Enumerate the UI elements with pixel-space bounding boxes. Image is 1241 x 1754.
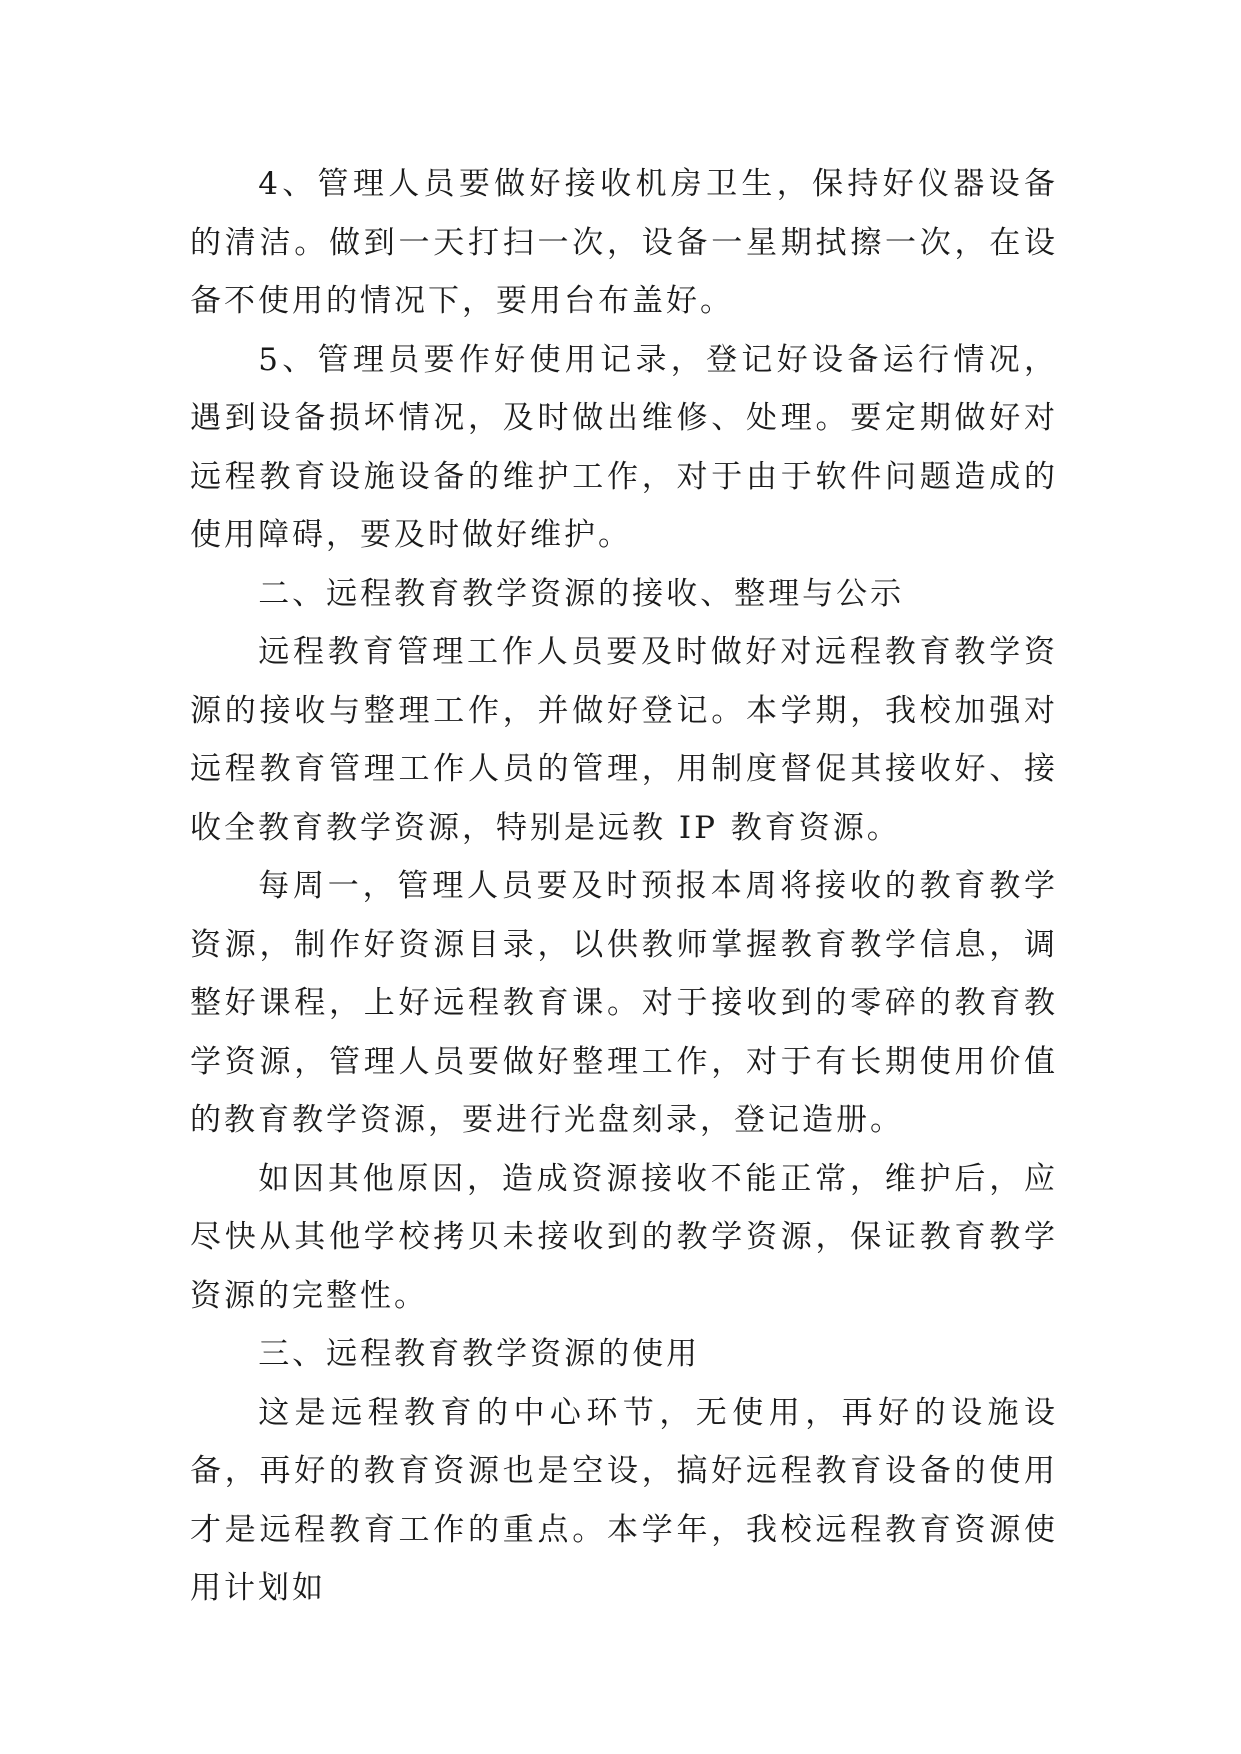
document-page [190,155,1058,1618]
paragraph-weekly-forecast: 每周一，管理人员要及时预报本周将接收的教育教学资源，制作好资源目录，以供教师掌握教育教学信息，调整好课程，上好远程教育课。对于接收到的零碎的教育教学资源，管理人员要做好整理工作，对于有长期使用价值的教育教学资源，要进行光盘刻录，登记造册。 [190,868,1058,1138]
section-heading-2: 二、远程教育教学资源的接收、整理与公示 [258,575,905,612]
paragraph-copy-missing: 如因其他原因，造成资源接收不能正常，维护后，应尽快从其他学校拷贝未接收到的教学资源，保证教育教学资源的完整性。 [190,1160,1058,1314]
paragraph-item-5: 5、管理员要作好使用记录，登记好设备运行情况，遇到设备损坏情况，及时做出维修、处理。要定期做好对远程教育设施设备的维护工作，对于由于软件问题造成的使用障碍，要及时做好维护。 [190,341,1058,553]
paragraph-item-4: 4、管理人员要做好接收机房卫生，保持好仪器设备的清洁。做到一天打扫一次，设备一星期拭擦一次，在设备不使用的情况下，要用台布盖好。 [190,166,1058,319]
paragraph-usage-core: 这是远程教育的中心环节，无使用，再好的设施设备，再好的教育资源也是空设，搞好远程教育设备的使用才是远程教育工作的重点。本学年，我校远程教育资源使用计划如 [190,1394,1058,1606]
paragraph-resource-receiving: 远程教育管理工作人员要及时做好对远程教育教学资源的接收与整理工作，并做好登记。本学期，我校加强对远程教育管理工作人员的管理，用制度督促其接收好、接收全教育教学资源，特别是远教 IP 教育资源。 [190,634,1058,846]
section-heading-3: 三、远程教育教学资源的使用 [258,1336,701,1372]
